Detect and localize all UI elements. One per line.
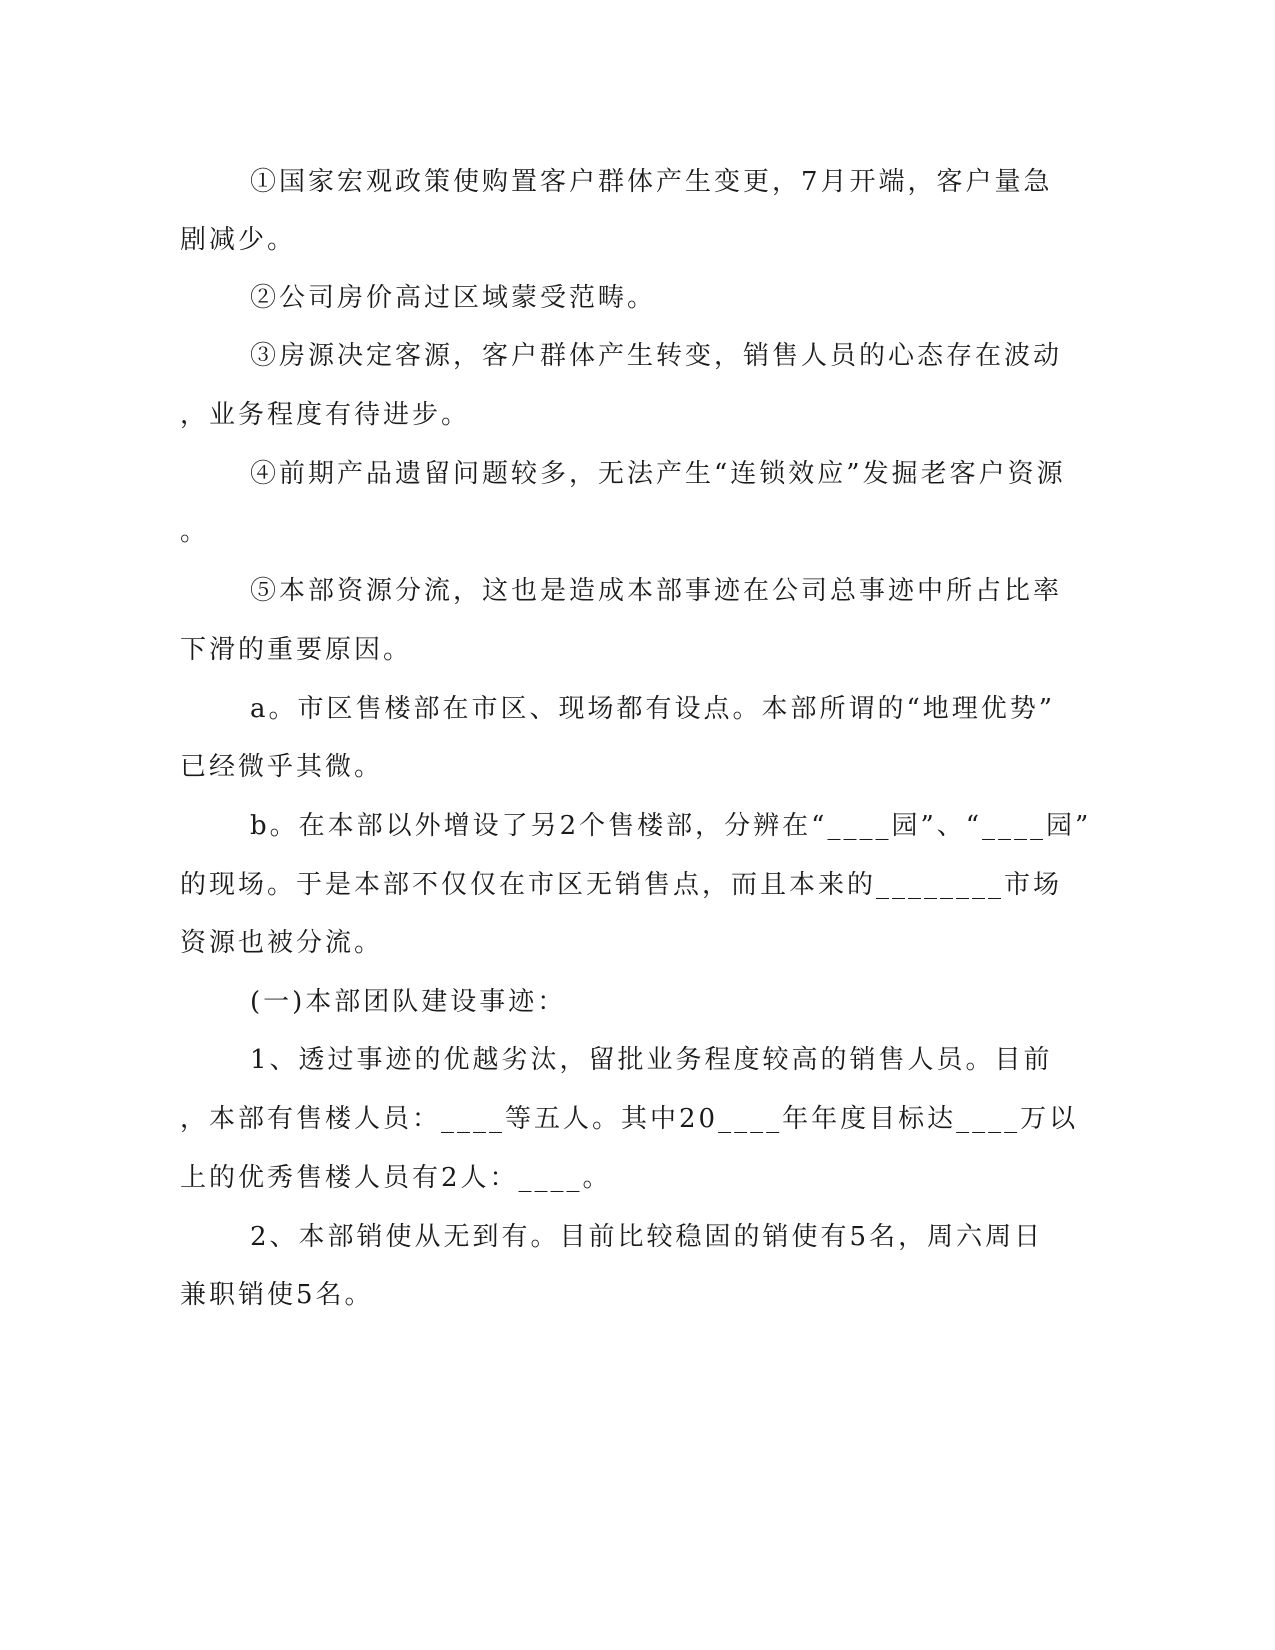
text-line: 的现场。于是本部不仅仅在市区无销售点，而且本来的________市场 xyxy=(180,870,1063,900)
text-line: 资源也被分流。 xyxy=(180,928,384,958)
text-line: 剧减少。 xyxy=(180,225,297,255)
text-line: ，本部有售楼人员：____等五人。其中20____年年度目标达____万以 xyxy=(180,1104,1079,1134)
text-line: a。市区售楼部在市区、现场都有设点。本部所谓的“地理优势” xyxy=(250,694,1056,724)
text-line: 下滑的重要原因。 xyxy=(180,635,413,665)
text-line: 。 xyxy=(180,517,210,547)
section-heading: (一)本部团队建设事迹： xyxy=(250,987,567,1017)
text-line: ⑤本部资源分流，这也是造成本部事迹在公司总事迹中所占比率 xyxy=(250,576,1063,606)
text-line: ，业务程度有待进步。 xyxy=(180,400,471,430)
text-line: 上的优秀售楼人员有2人：____。 xyxy=(180,1163,612,1193)
text-line: ①国家宏观政策使购置客户群体产生变更，7月开端，客户量急 xyxy=(250,167,1053,197)
text-line: ②公司房价高过区域蒙受范畴。 xyxy=(250,283,657,313)
text-line: ③房源决定客源，客户群体产生转变，销售人员的心态存在波动 xyxy=(250,341,1063,371)
text-line: 2、本部销使从无到有。目前比较稳固的销使有5名，周六周日 xyxy=(250,1222,1044,1252)
text-line: 1、透过事迹的优越劣汰，留批业务程度较高的销售人员。目前 xyxy=(250,1045,1053,1075)
text-line: ④前期产品遗留问题较多，无法产生“连锁效应”发掘老客户资源 xyxy=(250,459,1066,489)
text-line: b。在本部以外增设了另2个售楼部，分辨在“____园”、“____园” xyxy=(250,811,1092,841)
text-line: 已经微乎其微。 xyxy=(180,752,384,782)
text-line: 兼职销使5名。 xyxy=(180,1280,374,1310)
